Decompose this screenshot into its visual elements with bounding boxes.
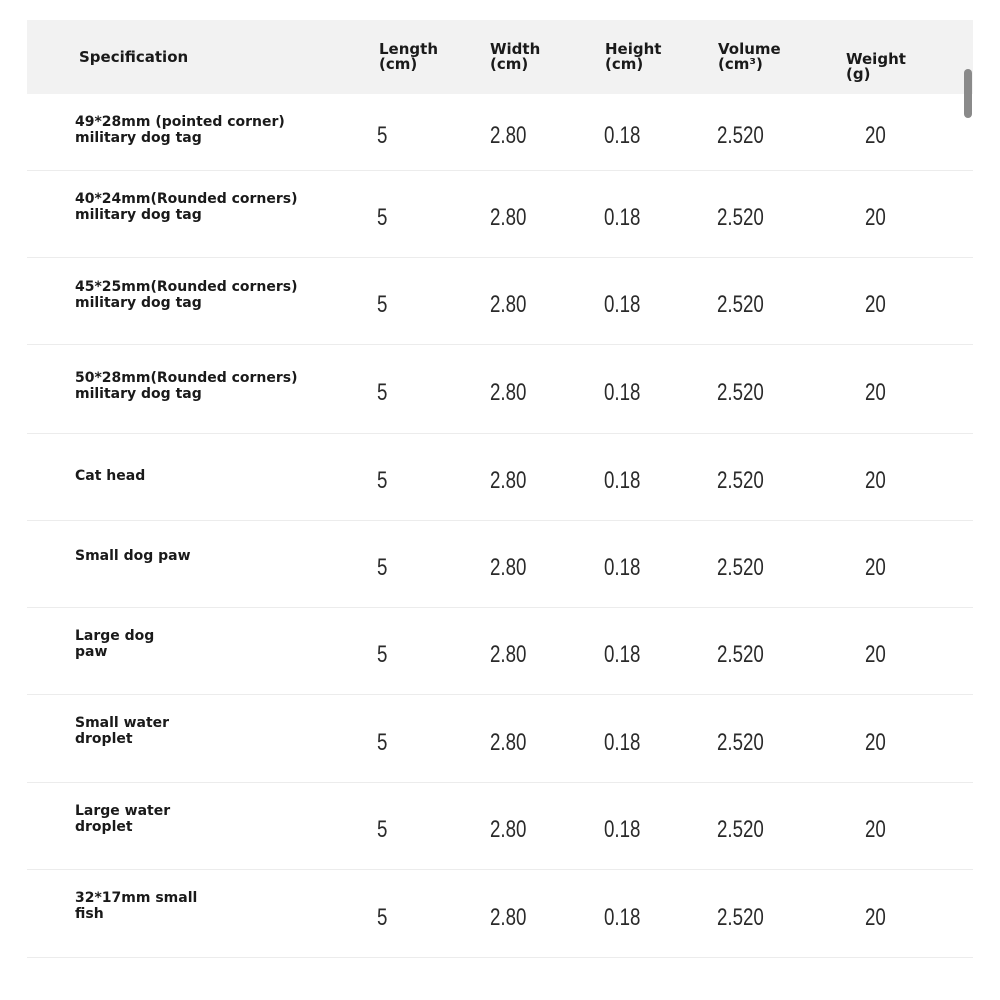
- weight-cell: 20: [865, 291, 886, 318]
- weight-cell: 20: [865, 204, 886, 231]
- table-row: [27, 521, 973, 608]
- width-cell: 2.80: [490, 467, 527, 494]
- spec-cell: Small dog paw: [75, 548, 191, 564]
- weight-cell: 20: [865, 554, 886, 581]
- header-length-label: Length: [379, 40, 438, 58]
- height-cell: 0.18: [604, 816, 641, 843]
- length-cell: 5: [377, 903, 388, 931]
- header-spec: [79, 20, 188, 94]
- scrollbar-thumb[interactable]: [964, 69, 972, 118]
- length-cell: 5: [377, 816, 388, 843]
- spec-cell: Cat head: [75, 468, 146, 484]
- volume-cell: 2.520: [717, 554, 764, 581]
- weight-cell: 20: [865, 816, 886, 843]
- height-cell: 0.18: [604, 467, 641, 494]
- table-row: [27, 258, 973, 345]
- height-cell: 0.18: [604, 903, 641, 931]
- table-body: [27, 94, 973, 958]
- volume-cell: 2.520: [717, 641, 764, 668]
- height-cell: 0.18: [604, 291, 641, 318]
- weight-cell: 20: [865, 641, 886, 668]
- spec-cell: 32*17mm small fish: [75, 890, 198, 922]
- header-height-label: Height: [605, 40, 662, 58]
- length-cell: 5: [377, 204, 388, 231]
- length-cell: 5: [377, 728, 388, 756]
- header-width-label: Width: [490, 40, 541, 58]
- width-cell: 2.80: [490, 379, 527, 406]
- header-volume-label: Volume: [718, 40, 781, 58]
- table-row: [27, 783, 973, 870]
- header-weight-unit: (g): [846, 65, 871, 83]
- height-cell: 0.18: [604, 554, 641, 581]
- volume-cell: 2.520: [717, 816, 764, 843]
- header-volume-unit: (cm³): [718, 55, 763, 73]
- height-cell: 0.18: [604, 122, 641, 149]
- width-cell: 2.80: [490, 903, 527, 931]
- height-cell: 0.18: [604, 641, 641, 668]
- weight-cell: 20: [865, 903, 886, 931]
- table-row: [27, 870, 973, 958]
- weight-cell: 20: [865, 379, 886, 406]
- spec-table: [27, 20, 973, 958]
- width-cell: 2.80: [490, 291, 527, 318]
- length-cell: 5: [377, 291, 388, 318]
- volume-cell: 2.520: [717, 903, 764, 931]
- volume-cell: 2.520: [717, 204, 764, 231]
- spec-cell: 40*24mm(Rounded corners) military dog tag: [75, 191, 298, 223]
- spec-cell: 49*28mm (pointed corner) military dog tag: [75, 114, 285, 146]
- volume-cell: 2.520: [717, 379, 764, 406]
- width-cell: 2.80: [490, 204, 527, 231]
- table-header: [27, 20, 973, 94]
- width-cell: 2.80: [490, 554, 527, 581]
- volume-cell: 2.520: [717, 291, 764, 318]
- header-width-unit: (cm): [490, 55, 529, 73]
- header-height: [605, 20, 661, 94]
- weight-cell: 20: [865, 122, 886, 149]
- length-cell: 5: [377, 122, 388, 149]
- weight-cell: 20: [865, 467, 886, 494]
- table-row: [27, 434, 973, 521]
- length-cell: 5: [377, 554, 388, 581]
- header-width: [490, 20, 540, 94]
- header-weight: [846, 20, 906, 104]
- header-length: [379, 20, 438, 94]
- spec-cell: Large dog paw: [75, 628, 155, 660]
- table-row: [27, 171, 973, 258]
- volume-cell: 2.520: [717, 728, 764, 756]
- height-cell: 0.18: [604, 728, 641, 756]
- spec-cell: 45*25mm(Rounded corners) military dog tag: [75, 279, 298, 311]
- table-row: [27, 94, 973, 171]
- width-cell: 2.80: [490, 816, 527, 843]
- header-spec-label: Specification: [79, 47, 189, 66]
- table-row: [27, 695, 973, 783]
- spec-cell: Small water droplet: [75, 715, 170, 747]
- volume-cell: 2.520: [717, 467, 764, 494]
- length-cell: 5: [377, 379, 388, 406]
- table-row: [27, 608, 973, 695]
- width-cell: 2.80: [490, 728, 527, 756]
- header-height-unit: (cm): [605, 55, 644, 73]
- width-cell: 2.80: [490, 122, 527, 149]
- header-weight-label: Weight: [846, 50, 906, 68]
- table-row: [27, 345, 973, 434]
- height-cell: 0.18: [604, 379, 641, 406]
- spec-cell: Large water droplet: [75, 803, 171, 835]
- volume-cell: 2.520: [717, 122, 764, 149]
- header-length-unit: (cm): [379, 55, 418, 73]
- spec-cell: 50*28mm(Rounded corners) military dog tag: [75, 370, 298, 402]
- length-cell: 5: [377, 641, 388, 668]
- height-cell: 0.18: [604, 204, 641, 231]
- length-cell: 5: [377, 467, 388, 494]
- weight-cell: 20: [865, 728, 886, 756]
- header-volume: [718, 20, 781, 94]
- width-cell: 2.80: [490, 641, 527, 668]
